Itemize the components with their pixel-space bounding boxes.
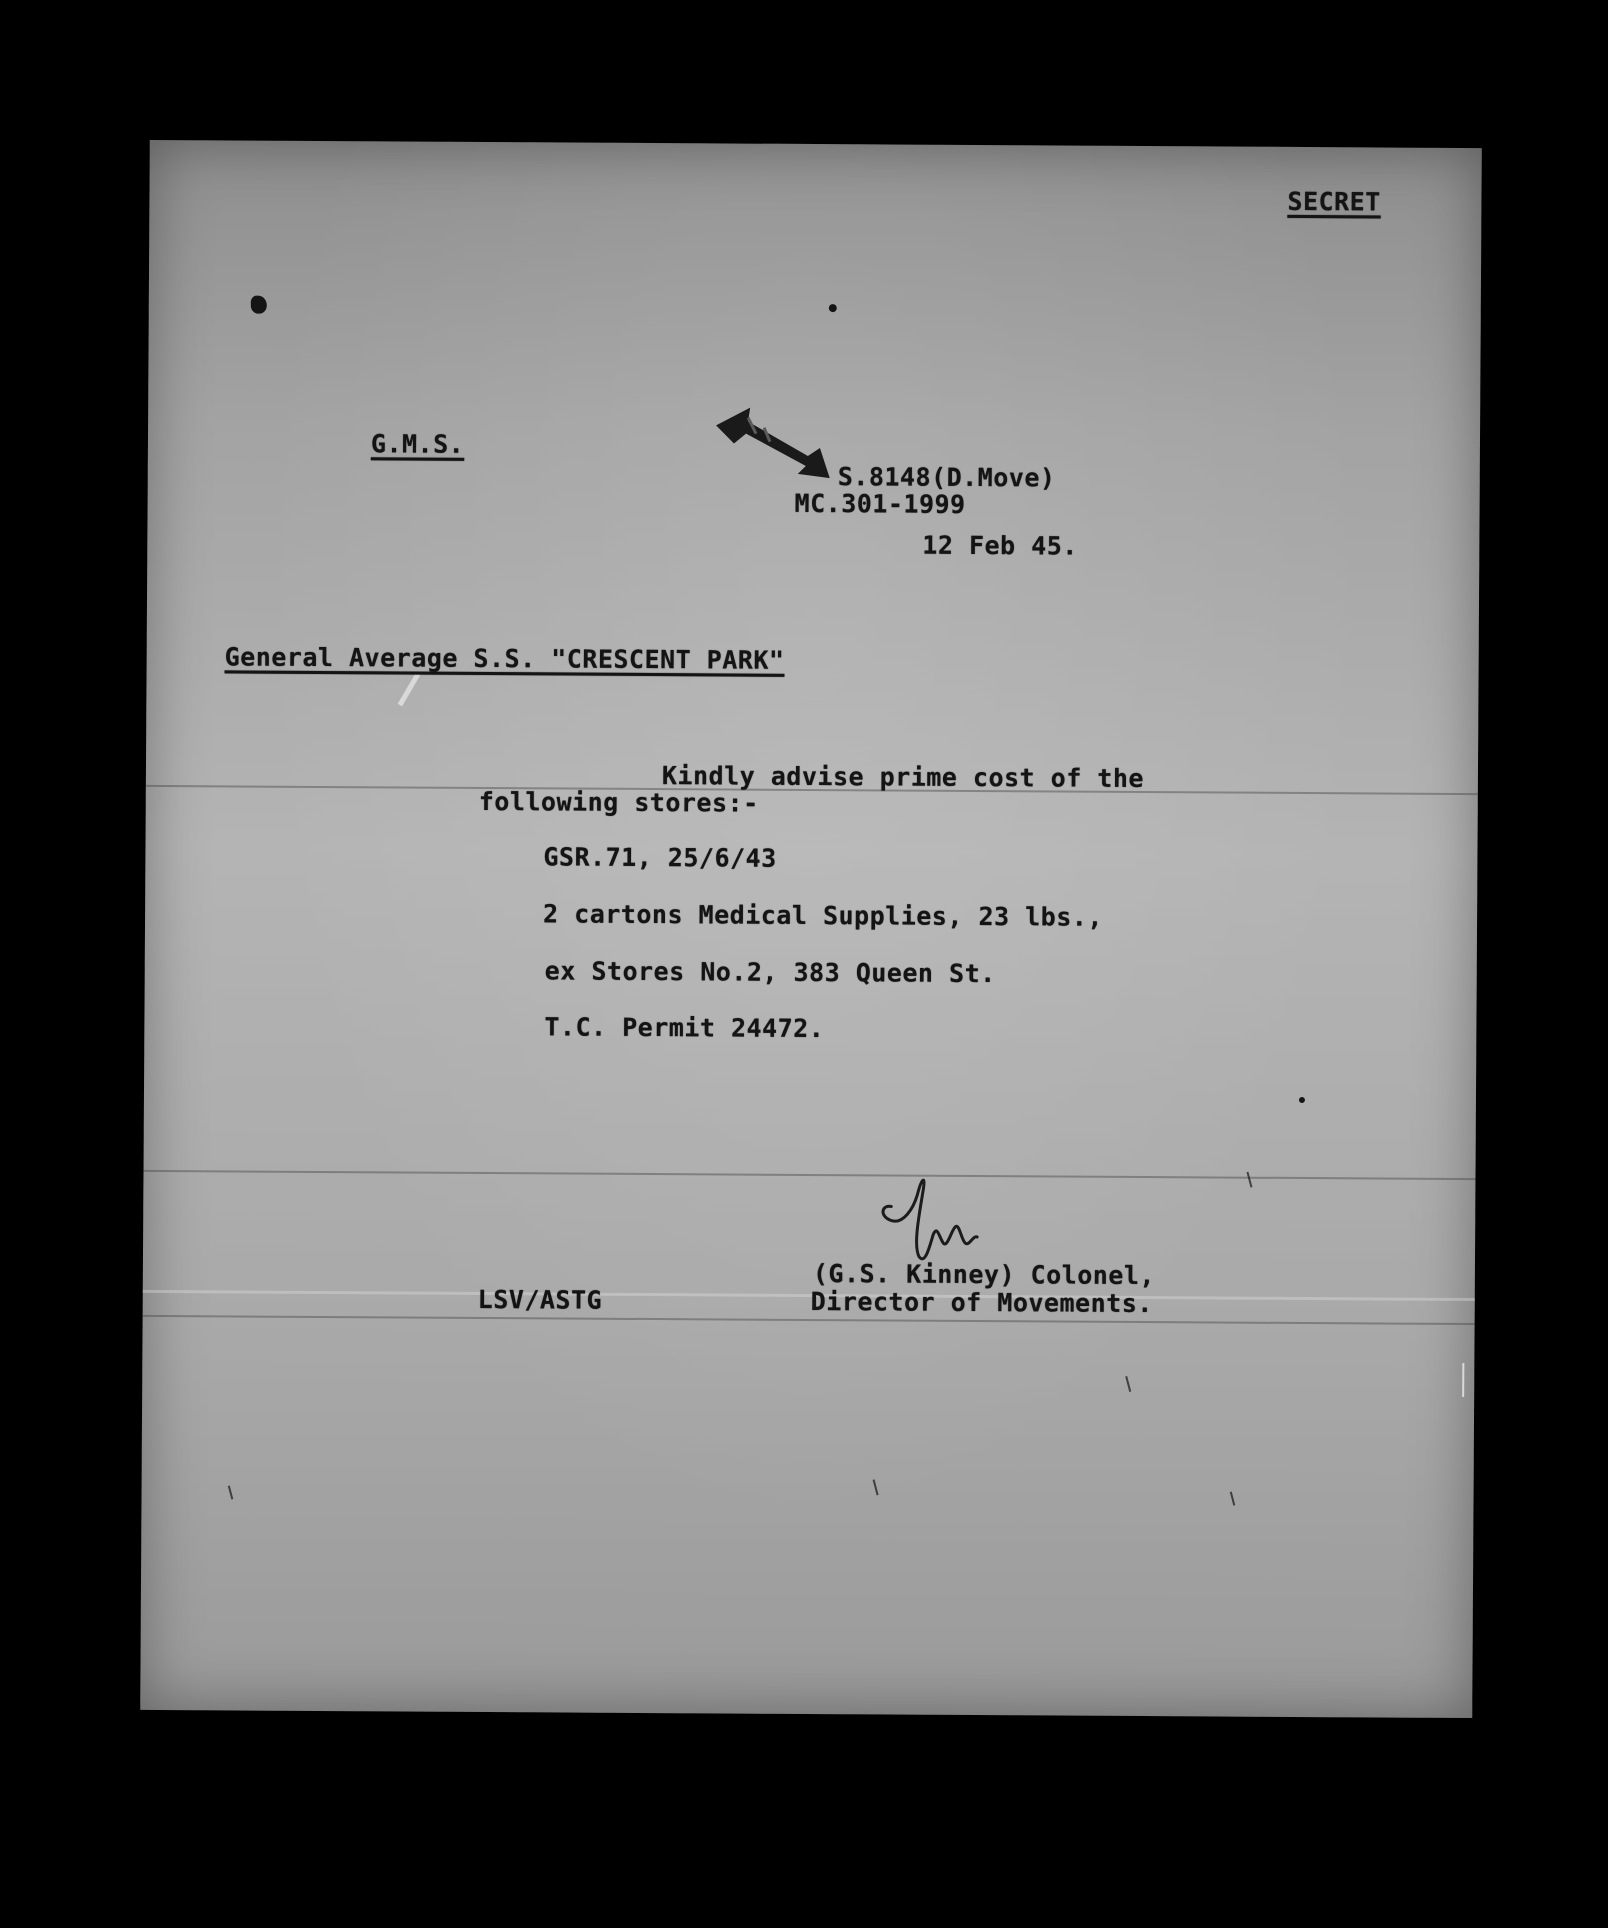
scan-scratch — [1462, 1363, 1464, 1397]
ink-dot — [1299, 1097, 1305, 1103]
scan-scratch — [228, 1485, 233, 1499]
document-date: 12 Feb 45. — [922, 530, 1078, 561]
scan-streak — [143, 1315, 1475, 1325]
file-reference: S.8148(D.Move) — [837, 462, 1056, 493]
mc-reference: MC.301-1999 — [794, 488, 966, 519]
signatory-name: (G.S. Kinney) Colonel, — [812, 1259, 1156, 1291]
stores-item: ex Stores No.2, 383 Queen St. — [544, 956, 996, 989]
stores-item: GSR.71, 25/6/43 — [543, 842, 777, 873]
scan-scratch — [1246, 1172, 1252, 1188]
scan-scratch — [398, 673, 421, 707]
scan-scratch — [873, 1479, 879, 1495]
document-page — [140, 140, 1482, 1718]
signatory-title: Director of Movements. — [810, 1287, 1153, 1319]
scan-streak — [144, 1170, 1476, 1180]
scan-scratch — [1125, 1376, 1131, 1392]
body-line: Kindly advise prime cost of the — [661, 761, 1145, 794]
scan-streak — [143, 1290, 1475, 1301]
ink-dot — [829, 304, 837, 312]
ink-blot — [251, 296, 267, 314]
addressee: G.M.S. — [370, 429, 465, 459]
classification-marking: SECRET — [1287, 186, 1381, 217]
pointing-arrow-icon — [712, 403, 833, 488]
scan-scratch — [1230, 1492, 1235, 1506]
body-line: following stores:- — [478, 786, 759, 818]
subject-line: General Average S.S. "CRESCENT PARK" — [224, 642, 785, 675]
stores-item: T.C. Permit 24472. — [544, 1012, 825, 1044]
typist-reference: LSV/ASTG — [477, 1284, 603, 1315]
stores-item: 2 cartons Medical Supplies, 23 lbs., — [542, 899, 1104, 932]
